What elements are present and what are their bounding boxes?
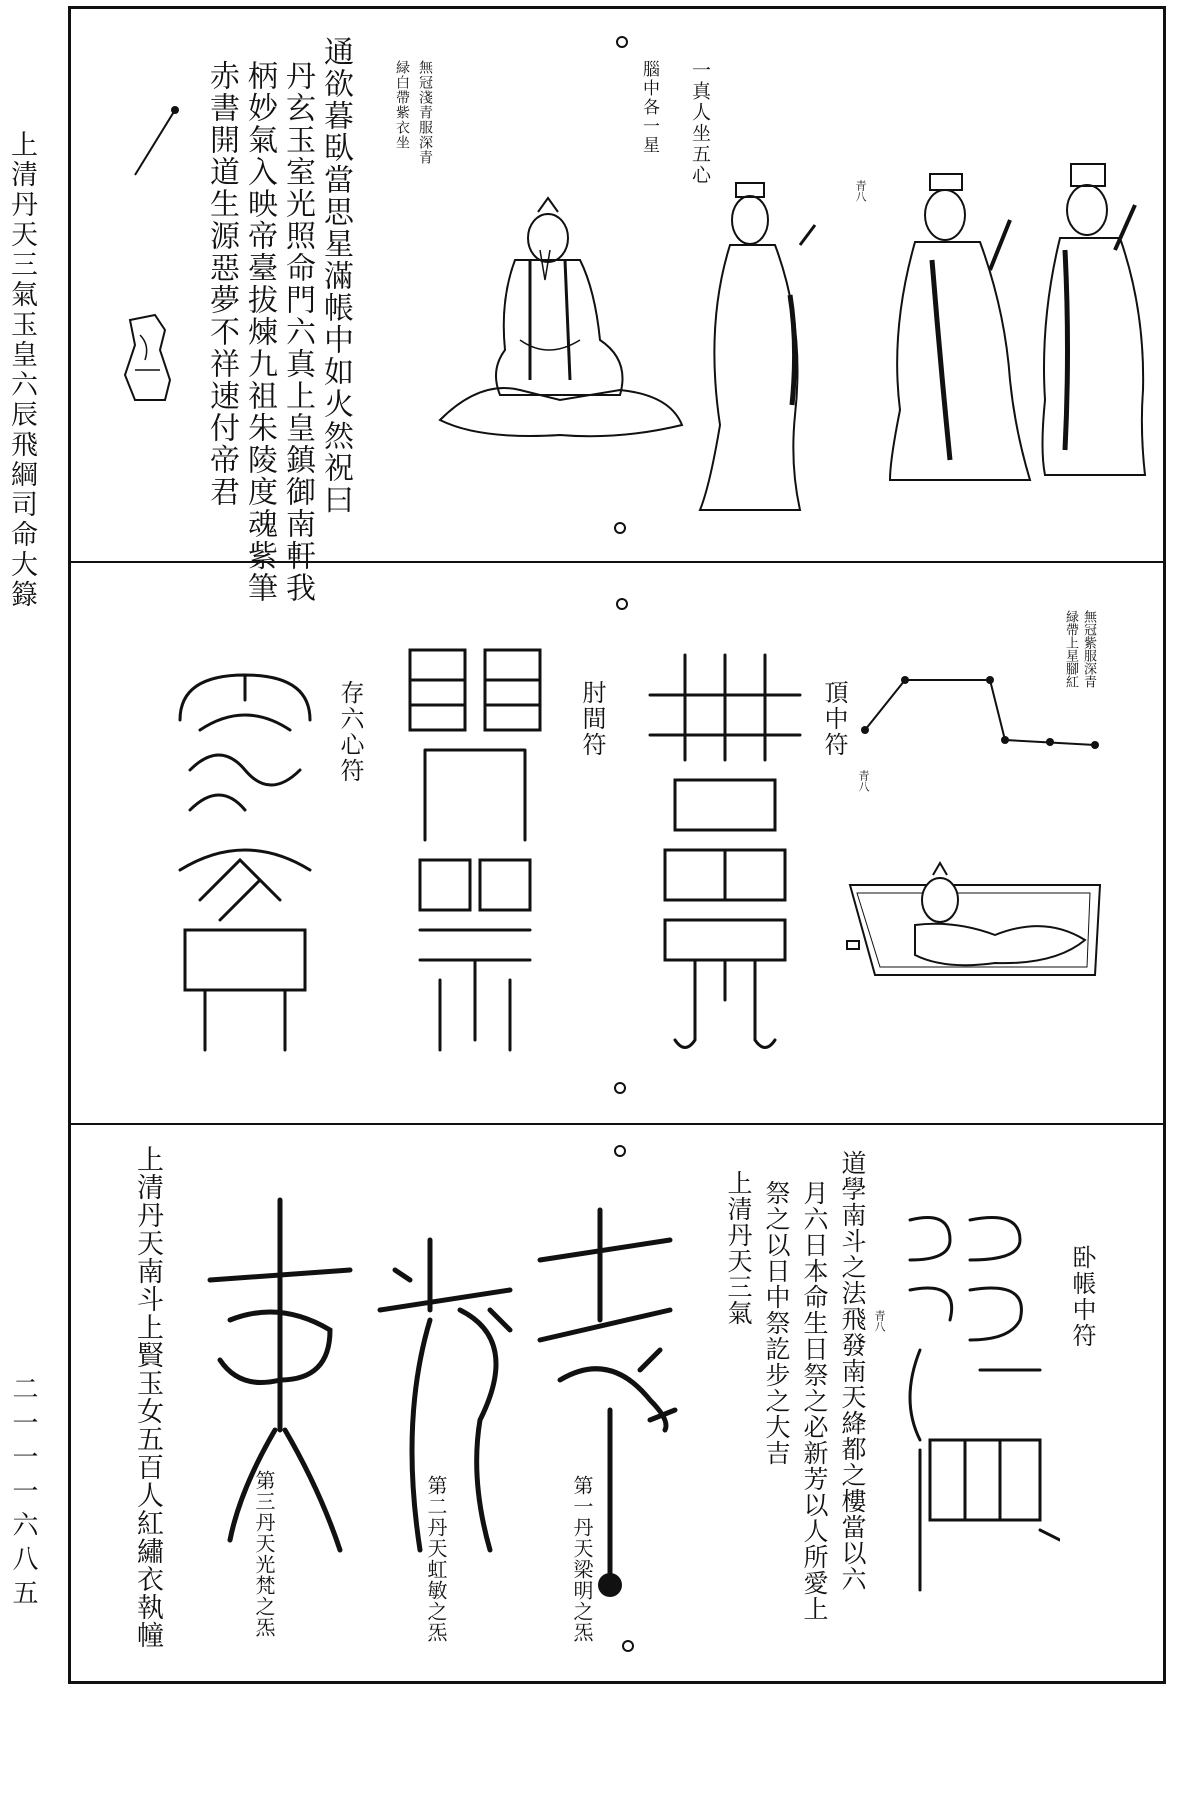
text-left-column: 上清丹天南斗上賢玉女五百人紅繡衣執幢 — [132, 1145, 163, 1649]
caption-seated: 一真人坐五心 — [689, 60, 711, 186]
text-column: 祭之以日中祭訖步之大吉 — [762, 1180, 791, 1466]
small-figure-illustration — [110, 300, 180, 410]
head-top-talisman-glyph — [640, 640, 810, 1060]
star-line — [125, 100, 185, 190]
page-number: 二一一一六八五 — [8, 1375, 38, 1613]
mark-c: 青八 — [873, 1310, 886, 1332]
label-elbow-talisman: 肘間符 — [578, 680, 606, 758]
label-bed-curtain-talisman: 卧帳中符 — [1068, 1245, 1096, 1349]
mark-a: 青八 — [854, 180, 867, 202]
label-six-hearts-talisman: 存六心符 — [336, 680, 364, 784]
ring-mark — [622, 1640, 634, 1652]
note-right-b: 緑帶上星腳紅 — [1063, 610, 1078, 688]
text-column: 丹玄玉室光照命門六真上皇鎮御南軒我 — [280, 60, 315, 604]
first-qi-seal-glyph — [520, 1200, 690, 1600]
text-column: 通欲暮臥當思星滿帳中如火然祝曰 — [318, 36, 353, 516]
caption-seated-sub: 腦中各一星 — [639, 60, 659, 155]
text-column: 月六日本命生日祭之必新芳以人所愛上 — [800, 1180, 829, 1622]
note-right-a: 無冠紫服深青 — [1081, 610, 1096, 688]
elbow-talisman-glyph — [400, 640, 550, 1060]
ring-mark — [614, 522, 626, 534]
second-qi-caption: 第二丹天虹敏之炁 — [424, 1475, 448, 1643]
six-hearts-talisman-glyph — [160, 660, 330, 1060]
ring-mark — [614, 1145, 626, 1157]
small-box-mark — [846, 940, 860, 950]
bed-curtain-talisman-glyph — [890, 1200, 1060, 1600]
text-column: 道學南斗之法飛發南天絳都之樓當以六 — [838, 1150, 867, 1592]
third-qi-caption: 第三丹天光梵之炁 — [252, 1470, 276, 1638]
note-a: 緑白帶紫衣坐 — [394, 60, 410, 150]
standing-official-illustration-3 — [1025, 150, 1160, 485]
book-title: 上清丹天三氣玉皇六辰飛綱司命大籙 — [6, 130, 37, 610]
text-column: 赤書開道生源惡夢不祥速付帝君 — [204, 60, 239, 508]
standing-official-illustration-1 — [680, 165, 840, 520]
text-column: 柄妙氣入映帝臺拔煉九祖朱陵度魂紫筆 — [242, 60, 277, 604]
panel-divider-2 — [68, 1123, 1166, 1125]
standing-official-illustration-2 — [860, 160, 1050, 490]
panel-divider-1 — [68, 561, 1166, 563]
mark-b: 青八 — [857, 770, 870, 792]
seated-deity-illustration — [420, 190, 690, 450]
first-qi-caption: 第一丹天梁明之炁 — [570, 1475, 594, 1643]
note-b: 無冠淺青服深青 — [417, 60, 433, 165]
text-column: 上清丹天三氣 — [724, 1170, 753, 1326]
third-qi-seal-glyph — [200, 1190, 360, 1580]
reclining-figure-illustration — [845, 845, 1110, 985]
ring-mark — [616, 36, 628, 48]
ring-mark — [616, 598, 628, 610]
constellation-diagram — [850, 660, 1110, 760]
label-top-talisman: 頂中符 — [820, 680, 848, 758]
ring-mark — [614, 1082, 626, 1094]
